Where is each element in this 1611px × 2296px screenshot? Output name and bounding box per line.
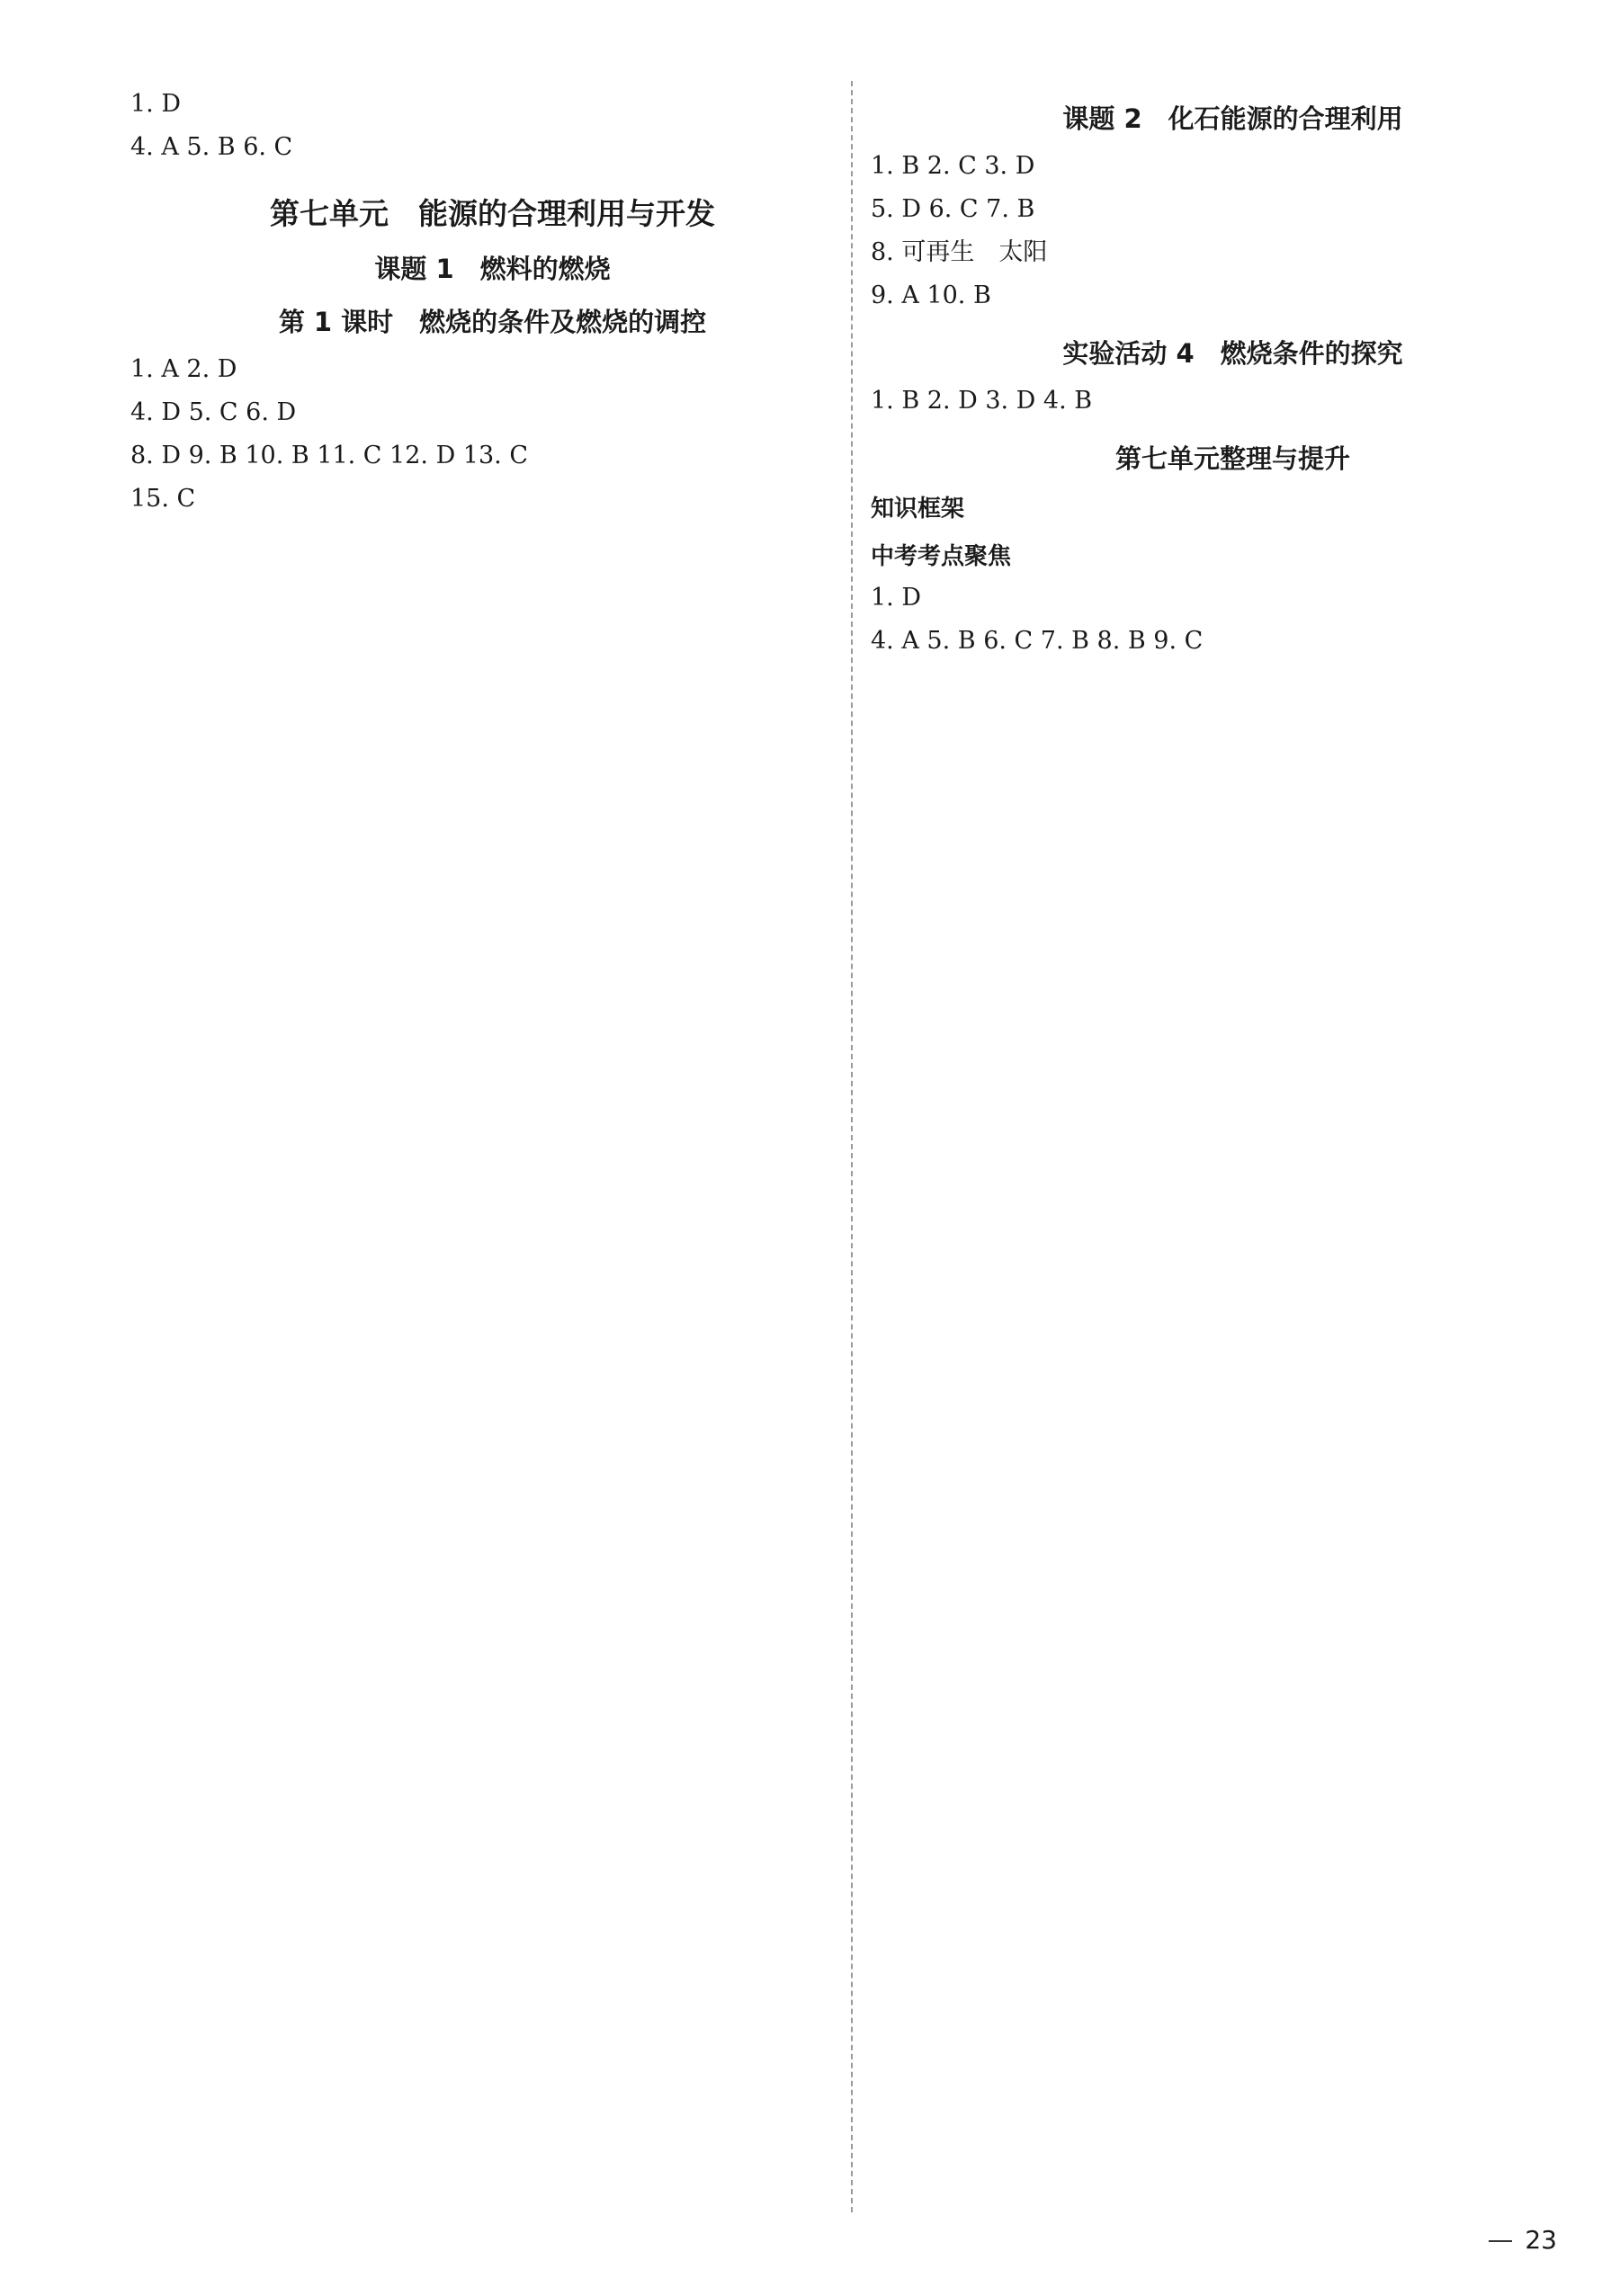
- review-title: 第七单元整理与提升: [1114, 443, 1350, 474]
- section-label: 知识框架: [871, 496, 965, 523]
- unit-title: 第七单元 能源的合理利用与开发: [270, 196, 715, 231]
- answer-line: 1. D: [871, 584, 921, 612]
- answer-line: 1. B 2. C 3. D: [871, 152, 1035, 180]
- lesson-title: 课题 2 化石能源的合理利用: [1062, 103, 1403, 134]
- page-number: [1489, 2225, 1557, 2255]
- answer-line: 4. A 5. B 6. C 7. B 8. B 9. C: [871, 627, 1204, 655]
- answer-line: 1. A 2. D: [130, 355, 237, 383]
- answer-line: 15. C: [130, 485, 196, 513]
- answer-line: 5. D 6. C 7. B: [871, 195, 1035, 223]
- answer-line: 4. D 5. C 6. D: [130, 398, 297, 426]
- answer-line: 4. A 5. B 6. C: [130, 133, 293, 161]
- lesson-subtitle: 第 1 课时 燃烧的条件及燃烧的调控: [278, 307, 707, 337]
- lesson-title: 课题 1 燃料的燃烧: [374, 254, 611, 284]
- section-label: 中考考点聚焦: [871, 543, 1012, 570]
- answer-line: 1. B 2. D 3. D 4. B: [871, 387, 1093, 415]
- answer-line: 9. A 10. B: [871, 281, 991, 309]
- activity-title: 实验活动 4 燃烧条件的探究: [1062, 338, 1403, 369]
- page-number-text: 23: [1525, 2225, 1557, 2255]
- left-column: [130, 83, 855, 521]
- page-number-dash: [1489, 2240, 1512, 2242]
- answer-line: 8. 可再生 太阳: [871, 238, 1048, 266]
- answer-line: 1. D: [130, 90, 181, 118]
- right-column: [871, 83, 1595, 663]
- answer-line: 8. D 9. B 10. B 11. C 12. D 13. C: [130, 442, 528, 469]
